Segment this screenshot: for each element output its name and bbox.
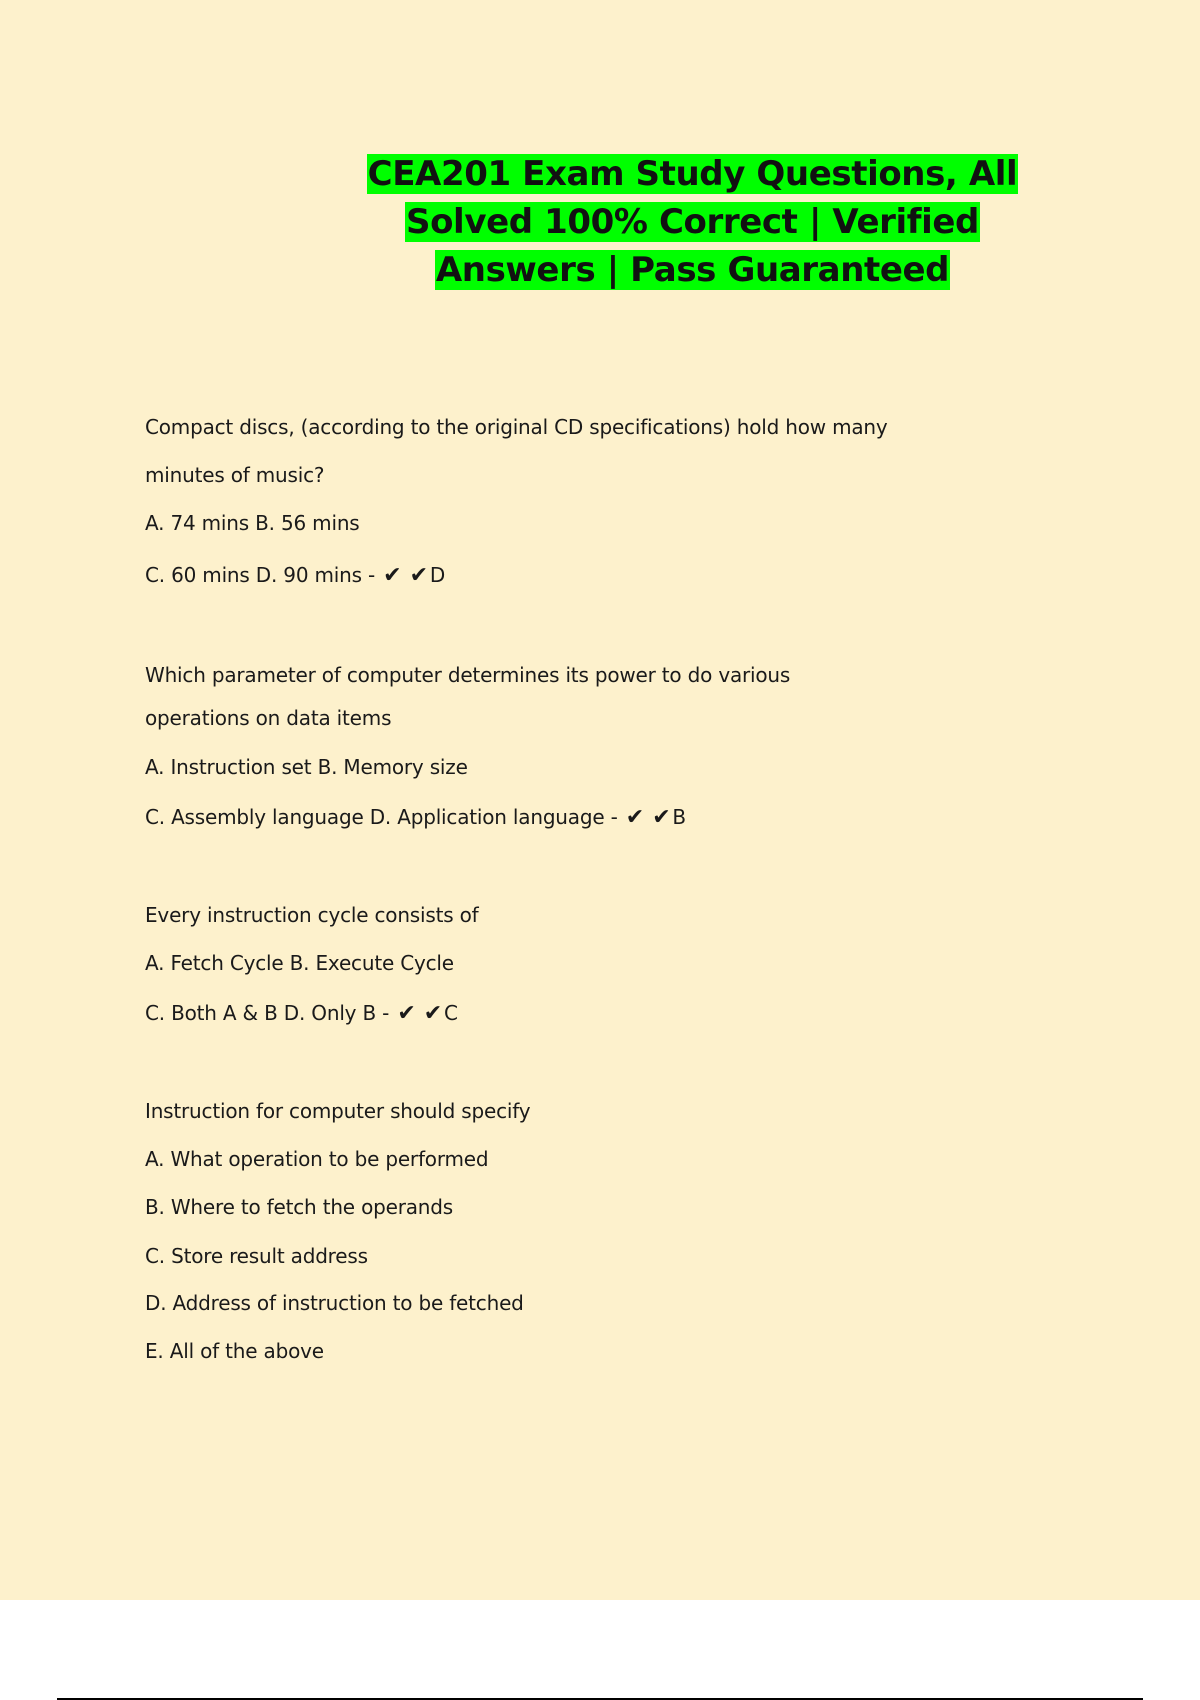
document-title [335,150,1050,294]
question-3-options-c-d-text: C. Both A & B D. Only B - [145,1001,396,1025]
check-mark-icon: ✔ [652,805,671,830]
question-1-text-line-2: minutes of music? [145,463,325,487]
question-4-option-e: E. All of the above [145,1339,324,1363]
question-1-answer: D [429,563,446,587]
question-4-option-b: B. Where to fetch the operands [145,1195,453,1219]
title-highlight: CEA201 Exam Study Questions, All Solved 100% Correct | Verified Answers | Pass Guaranteed [367,154,1018,290]
check-mark-icon: ✔ [383,563,402,588]
question-3-options-c-d [145,1000,458,1027]
check-mark-icon: ✔ [625,805,645,830]
question-3-text-line-1: Every instruction cycle consists of [145,903,479,927]
question-1-options-c-d-text: C. 60 mins D. 90 mins - [145,563,382,587]
question-2-text-line-2: operations on data items [145,706,392,730]
question-3-options-a-b: A. Fetch Cycle B. Execute Cycle [145,951,454,975]
question-2-answer: B [672,805,686,829]
question-4-option-d: D. Address of instruction to be fetched [145,1291,524,1315]
question-4-option-a: A. What operation to be performed [145,1147,489,1171]
check-mark-icon: ✔ [423,1001,442,1026]
question-1-text-line-1: Compact discs, (according to the original CD specifications) hold how many [145,415,888,439]
question-2-options-c-d-text: C. Assembly language D. Application language - [145,805,624,829]
question-2-text-line-1: Which parameter of computer determines its power to do various [145,663,791,687]
question-4-option-c: C. Store result address [145,1244,368,1268]
question-1-options-a-b: A. 74 mins B. 56 mins [145,511,360,535]
question-3-answer: C [443,1001,458,1025]
check-mark-icon: ✔ [397,1001,416,1026]
check-mark-icon: ✔ [409,563,428,588]
question-4-text-line-1: Instruction for computer should specify [145,1099,531,1123]
question-2-options-c-d [145,804,686,831]
question-2-options-a-b: A. Instruction set B. Memory size [145,755,468,779]
question-1-options-c-d [145,562,445,589]
